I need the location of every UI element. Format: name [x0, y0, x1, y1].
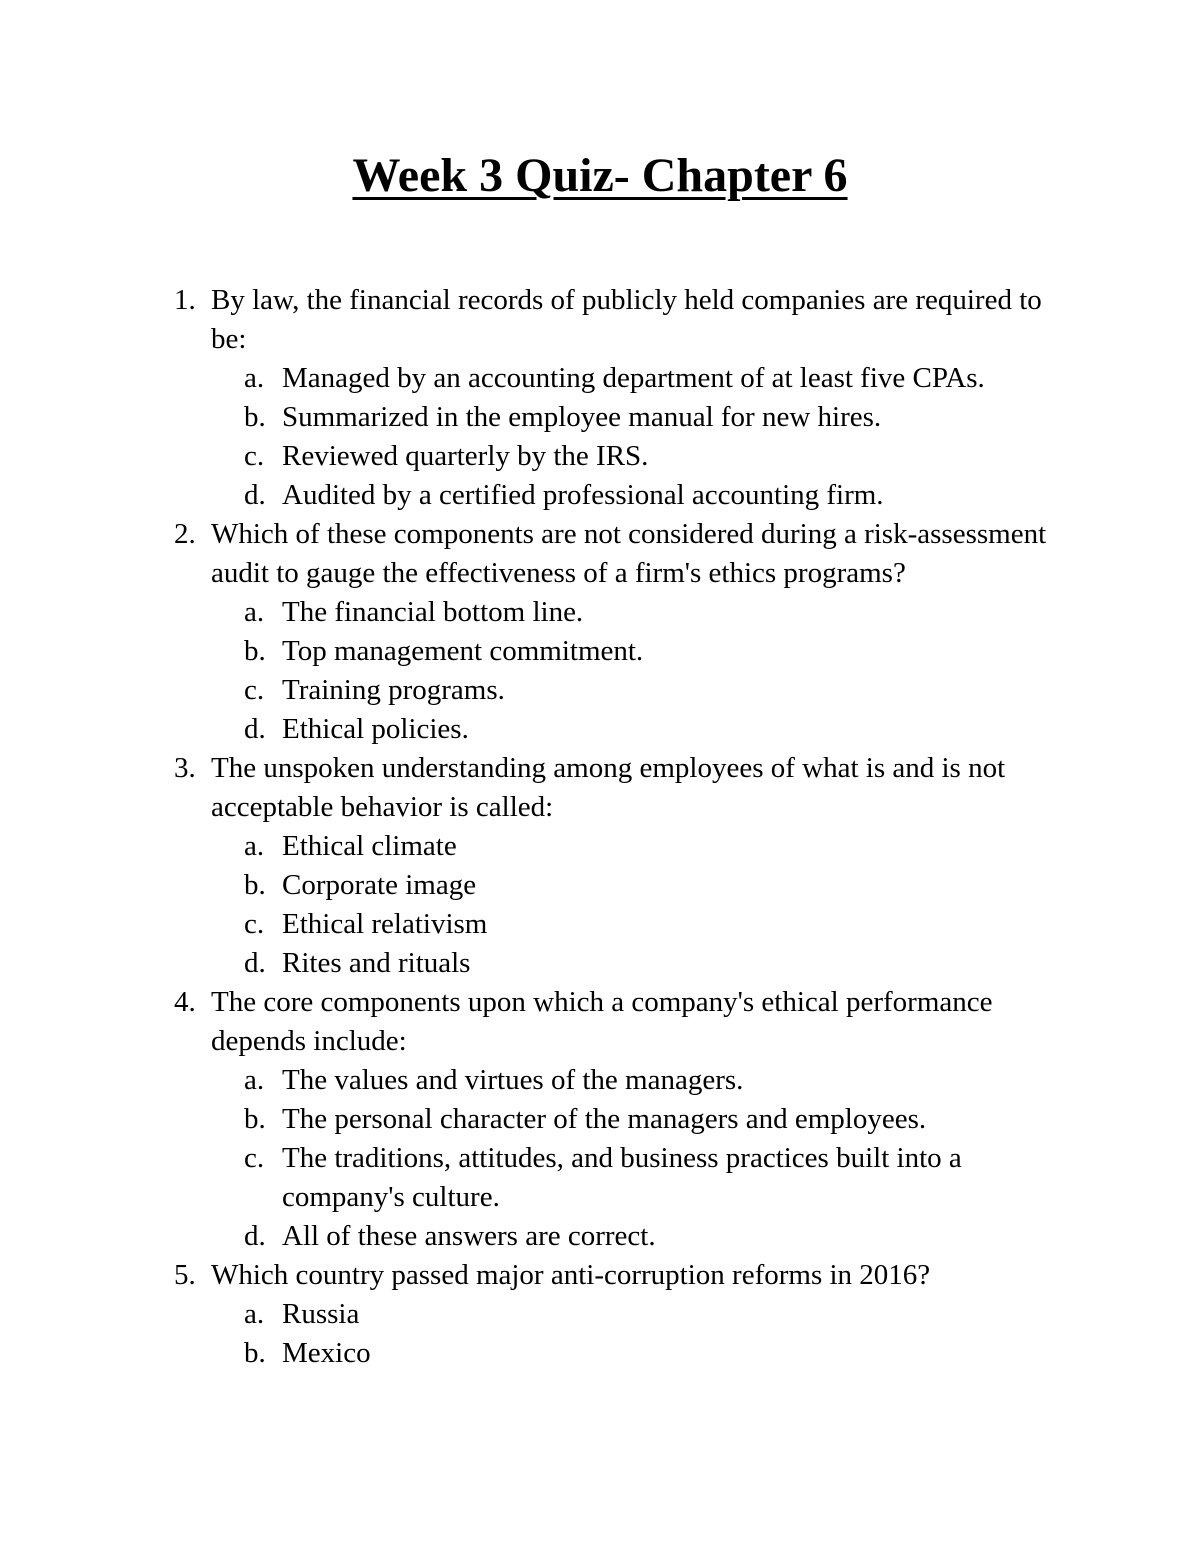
- option-text: The financial bottom line.: [282, 596, 584, 628]
- question-text: The unspoken understanding among employees of what is and is not acceptable behavior is called:: [211, 752, 1006, 823]
- option-text: The personal character of the managers and employees.: [282, 1103, 927, 1135]
- option-letter: c.: [244, 440, 265, 472]
- option-item: [211, 710, 1062, 749]
- question-number: 2.: [174, 518, 196, 550]
- option-text: Reviewed quarterly by the IRS.: [282, 440, 649, 472]
- question-number: 3.: [174, 752, 196, 784]
- question-text: Which country passed major anti-corruption reforms in 2016?: [211, 1259, 931, 1291]
- option-list: [211, 827, 1061, 983]
- option-item: [211, 905, 1062, 944]
- option-text: The values and virtues of the managers.: [282, 1064, 744, 1096]
- question-number: 4.: [174, 986, 196, 1018]
- option-text: The traditions, attitudes, and business practices built into a company's culture.: [282, 1142, 962, 1213]
- option-letter: b.: [244, 1337, 266, 1369]
- option-item: [211, 1334, 1062, 1373]
- option-list: [211, 1295, 1061, 1373]
- option-text: Corporate image: [282, 869, 477, 901]
- question-2: [0, 515, 1061, 749]
- option-letter: a.: [244, 1298, 265, 1330]
- option-letter: c.: [244, 674, 265, 706]
- page-title: [0, 146, 1200, 206]
- option-text: All of these answers are correct.: [282, 1220, 656, 1252]
- question-text: The core components upon which a company's ethical performance depends include:: [211, 986, 993, 1057]
- question-number: 1.: [174, 284, 196, 316]
- question-text: Which of these components are not considered during a risk-assessment audit to gauge the effectiveness of a firm's ethics programs?: [211, 518, 1047, 589]
- option-letter: b.: [244, 635, 266, 667]
- option-item: [211, 476, 1062, 515]
- option-letter: d.: [244, 479, 266, 511]
- option-list: [211, 359, 1061, 515]
- option-item: [211, 1295, 1062, 1334]
- option-item: [211, 827, 1062, 866]
- option-letter: d.: [244, 1220, 266, 1252]
- option-text: Audited by a certified professional accounting firm.: [282, 479, 884, 511]
- page-title-text: Week 3 Quiz- Chapter 6: [352, 149, 848, 202]
- option-item: [211, 1061, 1062, 1100]
- option-letter: a.: [244, 596, 265, 628]
- option-letter: b.: [244, 1103, 266, 1135]
- option-item: [211, 671, 1062, 710]
- option-item: [211, 632, 1062, 671]
- question-number: 5.: [174, 1259, 196, 1291]
- question-1: [0, 281, 1061, 515]
- question-3: [0, 749, 1061, 983]
- option-item: [211, 398, 1062, 437]
- option-letter: a.: [244, 362, 265, 394]
- option-letter: a.: [244, 830, 265, 862]
- option-text: Ethical relativism: [282, 908, 488, 940]
- option-letter: b.: [244, 869, 266, 901]
- option-item: [211, 1139, 1062, 1217]
- option-list: [211, 1061, 1061, 1256]
- option-list: [211, 593, 1061, 749]
- question-4: [0, 983, 1061, 1256]
- option-text: Training programs.: [282, 674, 505, 706]
- option-text: Top management commitment.: [282, 635, 644, 667]
- option-letter: a.: [244, 1064, 265, 1096]
- option-item: [211, 1100, 1062, 1139]
- option-letter: c.: [244, 908, 265, 940]
- option-text: Summarized in the employee manual for new hires.: [282, 401, 882, 433]
- option-letter: c.: [244, 1142, 265, 1174]
- question-5: [0, 1256, 1061, 1373]
- option-item: [211, 593, 1062, 632]
- option-item: [211, 1217, 1062, 1256]
- question-list: [0, 281, 1200, 1373]
- option-item: [211, 944, 1062, 983]
- option-text: Managed by an accounting department of at least five CPAs.: [282, 362, 985, 394]
- option-item: [211, 437, 1062, 476]
- option-letter: d.: [244, 713, 266, 745]
- option-letter: b.: [244, 401, 266, 433]
- option-text: Russia: [282, 1298, 360, 1330]
- option-text: Rites and rituals: [282, 947, 471, 979]
- option-item: [211, 359, 1062, 398]
- option-text: Ethical policies.: [282, 713, 469, 745]
- question-text: By law, the financial records of publicly held companies are required to be:: [211, 284, 1042, 355]
- option-text: Ethical climate: [282, 830, 457, 862]
- option-letter: d.: [244, 947, 266, 979]
- option-item: [211, 866, 1062, 905]
- option-text: Mexico: [282, 1337, 371, 1369]
